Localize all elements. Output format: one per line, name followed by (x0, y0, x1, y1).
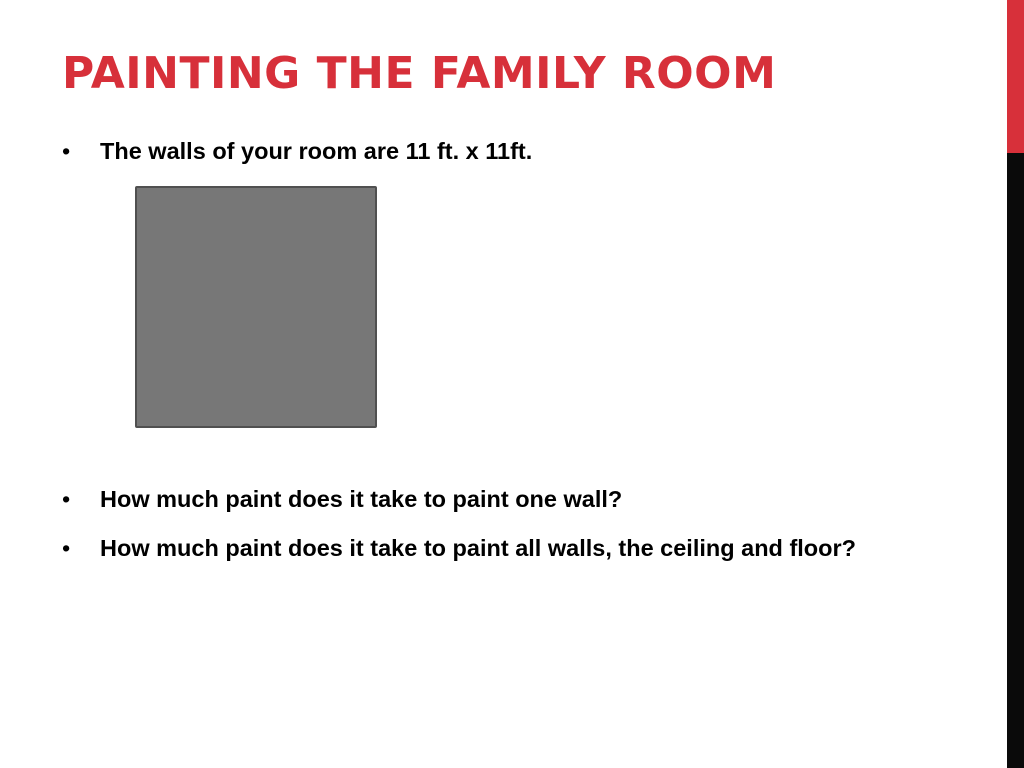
bullet-marker: • (62, 138, 71, 164)
bullet-marker: • (62, 535, 71, 561)
bullet-text: The walls of your room are 11 ft. x 11ft. (100, 138, 533, 164)
accent-bar-dark (1007, 153, 1024, 768)
slide-title: PAINTING THE FAMILY ROOM (62, 48, 777, 99)
wall-square-shape (135, 186, 377, 428)
accent-bar-red (1007, 0, 1024, 153)
bullet-text: How much paint does it take to paint one wall? (100, 486, 623, 512)
bullet-item (62, 531, 882, 565)
bullet-item (62, 134, 882, 168)
bullet-marker: • (62, 486, 71, 512)
bullet-text: How much paint does it take to paint all walls, the ceiling and floor? (100, 535, 857, 561)
bullet-item (62, 482, 882, 516)
